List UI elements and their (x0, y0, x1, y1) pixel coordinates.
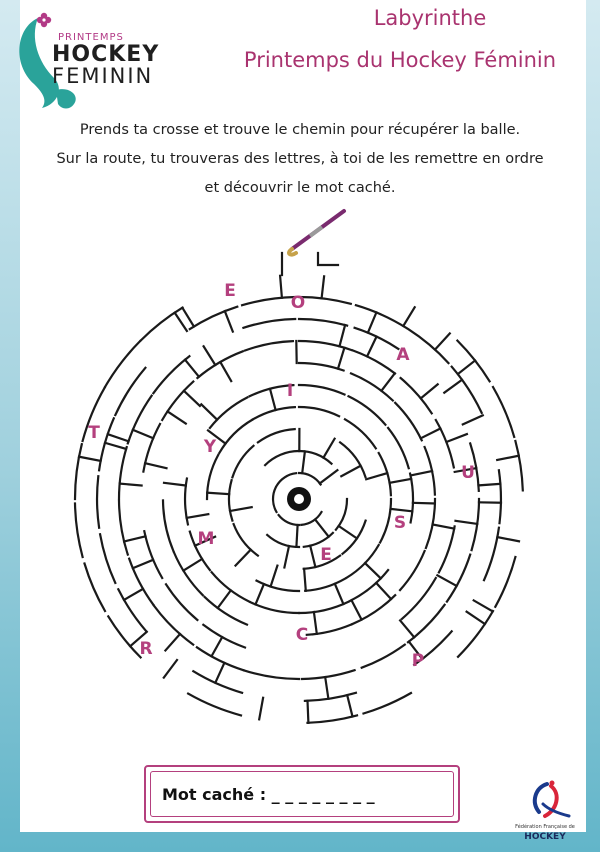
maze-wall (497, 456, 519, 460)
maze-wall (299, 473, 321, 485)
maze-wall (479, 484, 501, 486)
maze-wall (79, 457, 101, 461)
maze-wall (350, 570, 388, 601)
maze-wall (362, 645, 405, 668)
maze-wall (153, 356, 189, 393)
hockey-stick-icon (289, 211, 344, 255)
maze-wall (367, 337, 376, 357)
maze-wall (215, 663, 224, 683)
maze-wall (322, 276, 325, 298)
maze-wall (444, 380, 462, 393)
maze-wall (145, 463, 166, 468)
maze-wall (210, 397, 248, 428)
maze-wall (410, 474, 413, 523)
maze-wall (273, 488, 276, 513)
maze-letter: C (295, 625, 309, 645)
maze-wall (166, 584, 197, 620)
maze-wall (323, 439, 334, 458)
printemps-hockey-feminin-logo (8, 4, 168, 114)
maze-wall (391, 509, 413, 511)
maze-wall (310, 546, 315, 567)
maze-wall (280, 276, 282, 298)
maze-wall (97, 476, 99, 528)
maze-wall (339, 526, 357, 538)
maze-wall (183, 559, 202, 571)
maze-wall (105, 443, 126, 449)
maze-wall (390, 479, 412, 483)
maze-wall (302, 670, 355, 679)
maze-wall (345, 419, 376, 448)
maze-wall (376, 583, 391, 599)
maze-letter: P (411, 651, 425, 671)
maze-wall (304, 569, 306, 591)
maze-wall (75, 504, 83, 558)
maze-wall (229, 480, 232, 520)
maze-wall (474, 600, 493, 611)
maze-wall (212, 637, 223, 656)
circular-maze (60, 205, 540, 725)
maze-wall (484, 528, 499, 581)
maze-wall (124, 589, 143, 600)
maze-wall (307, 625, 351, 635)
maze-wall (400, 620, 414, 637)
maze-wall (197, 647, 244, 670)
maze-wall (188, 694, 241, 716)
maze-wall (353, 351, 395, 374)
maze-wall (163, 500, 173, 551)
maze-wall (197, 351, 242, 378)
maze-wall (164, 660, 177, 678)
maze-wall (388, 428, 409, 468)
maze-wall (347, 695, 352, 716)
federation-small-text: Fédération Française de (515, 824, 575, 830)
maze-wall (203, 625, 245, 648)
maze-wall (270, 389, 276, 410)
maze-wall (175, 313, 187, 331)
maze-wall (119, 501, 128, 555)
maze-wall (352, 595, 395, 624)
maze-wall (411, 471, 433, 476)
maze-wall (236, 550, 251, 566)
maze-wall (340, 325, 346, 346)
maze-wall (187, 514, 209, 518)
maze-wall (75, 444, 82, 499)
maze-wall (421, 429, 441, 439)
maze-letter: O (290, 293, 306, 313)
maze-wall (436, 420, 454, 467)
maze-wall (497, 537, 519, 541)
maze-wall (165, 634, 180, 651)
maze-letter: I (286, 381, 294, 401)
federation-emblem-icon (505, 780, 585, 826)
maze-wall (452, 367, 482, 413)
maze-wall (515, 441, 522, 490)
maze-letter: U (461, 463, 475, 483)
maze-wall (400, 551, 425, 590)
maze-wall (234, 524, 258, 556)
maze-wall (467, 612, 485, 624)
maze-wall (299, 385, 345, 395)
maze-wall (463, 415, 483, 424)
maze-wall (133, 430, 153, 438)
maze-wall (258, 429, 295, 442)
maze-wall (212, 572, 250, 602)
maze-wall (133, 560, 153, 568)
maze-wall (403, 307, 414, 326)
maze-wall (336, 499, 347, 530)
maze-wall (325, 677, 328, 699)
federation-big-text: HOCKEY (524, 832, 566, 842)
maze-wall (381, 373, 394, 391)
maze-wall (340, 442, 365, 477)
maze-wall (456, 521, 478, 524)
maze-wall (446, 434, 467, 442)
maze-wall (352, 600, 362, 620)
maze-wall (168, 411, 186, 423)
maze-wall (100, 534, 115, 583)
maze-wall (315, 519, 329, 536)
maze-wall (299, 407, 339, 416)
maze-wall (251, 602, 300, 613)
maze-wall (314, 612, 317, 634)
page-subtitle: Printemps du Hockey Féminin (243, 48, 557, 72)
maze-wall (204, 346, 216, 365)
maze-wall (267, 535, 299, 547)
maze-wall (174, 552, 203, 595)
maze-wall (395, 403, 422, 441)
maze-wall (366, 473, 387, 479)
maze-wall (245, 341, 293, 350)
logo-line1: HOCKEY (52, 42, 160, 67)
maze-wall (413, 503, 435, 504)
maze-letter: R (139, 639, 153, 659)
maze-wall (119, 447, 127, 499)
maze-wall (351, 373, 393, 400)
ball-icon (287, 487, 311, 511)
maze-wall (243, 319, 295, 328)
maze-wall (184, 391, 200, 406)
maze-wall (120, 484, 142, 486)
maze-letter: E (224, 281, 236, 301)
maze-wall (368, 312, 377, 332)
maze-wall (253, 407, 295, 419)
maze-wall (437, 575, 456, 586)
maze-wall (220, 362, 231, 381)
maze-wall (108, 434, 129, 441)
maze-wall (296, 525, 297, 547)
maze-wall (349, 396, 386, 424)
instruction-line-1: Prends ta crosse et trouve le chemin pour récupérer la balle. (79, 122, 521, 138)
maze-wall (141, 308, 183, 341)
maze-wall (244, 670, 299, 679)
maze-wall (308, 701, 309, 723)
logo-line2: FEMININ (52, 64, 154, 88)
instruction-line-3: et découvrir le mot caché. (204, 180, 396, 196)
maze-letter: M (197, 529, 215, 549)
maze-wall (284, 546, 289, 568)
maze-wall (499, 470, 501, 523)
maze-wall (426, 499, 435, 548)
maze-wall (335, 584, 344, 604)
maze-wall (182, 308, 194, 327)
maze-wall (265, 451, 299, 465)
maze-wall (218, 590, 231, 608)
maze-wall (162, 382, 193, 420)
maze-wall (259, 698, 263, 720)
maze-wall (458, 361, 475, 375)
maze-letter: Y (203, 437, 217, 457)
maze-wall (185, 360, 199, 377)
maze-wall (356, 305, 407, 328)
maze-wall (435, 333, 450, 349)
maze-wall (433, 525, 455, 529)
maze-wall (305, 579, 345, 591)
maze-wall (230, 507, 252, 511)
maze-wall (201, 404, 217, 419)
maze-letter: A (396, 345, 410, 365)
maze-wall (495, 557, 515, 607)
page-title: Labyrinthe (373, 6, 487, 30)
maze-wall (402, 578, 436, 619)
maze-wall (271, 566, 278, 587)
maze-wall (308, 715, 358, 722)
maze-wall (364, 693, 412, 714)
maze-wall (439, 526, 455, 572)
maze-wall (341, 466, 360, 476)
maze-wall (421, 384, 438, 398)
maze-wall (299, 602, 348, 613)
hidden-word-field[interactable]: Mot caché : _ _ _ _ _ _ _ _ (162, 785, 375, 804)
maze-wall (193, 671, 242, 693)
maze-wall (365, 563, 381, 578)
maze-wall (299, 319, 347, 326)
maze-wall (401, 378, 432, 413)
instruction-line-2: Sur la route, tu trouveras des lettres, à toi de les remettre en ordre (56, 151, 544, 167)
maze-wall (205, 597, 247, 625)
maze-wall (320, 470, 338, 483)
answer-box (144, 765, 460, 823)
maze-letter: T (88, 423, 100, 443)
maze-wall (115, 368, 145, 415)
maze-wall (124, 536, 145, 541)
logo-small-text: PRINTEMPS (58, 32, 124, 43)
maze-wall (338, 348, 344, 369)
maze-wall (447, 555, 470, 602)
maze-wall (225, 311, 233, 332)
maze-wall (408, 329, 448, 363)
maze-wall (277, 473, 297, 486)
maze-wall (279, 515, 299, 525)
maze-wall (207, 493, 229, 495)
maze-wall (493, 387, 514, 437)
maze-wall (144, 531, 162, 578)
maze-letter: E (320, 545, 332, 565)
maze-wall (232, 446, 253, 478)
federation-logo (505, 780, 585, 848)
maze-wall (85, 564, 106, 612)
maze-wall (256, 584, 264, 604)
maze-letter: S (393, 513, 407, 533)
maze-wall (164, 483, 186, 486)
maze-wall (219, 420, 252, 454)
maze-wall (302, 451, 305, 473)
